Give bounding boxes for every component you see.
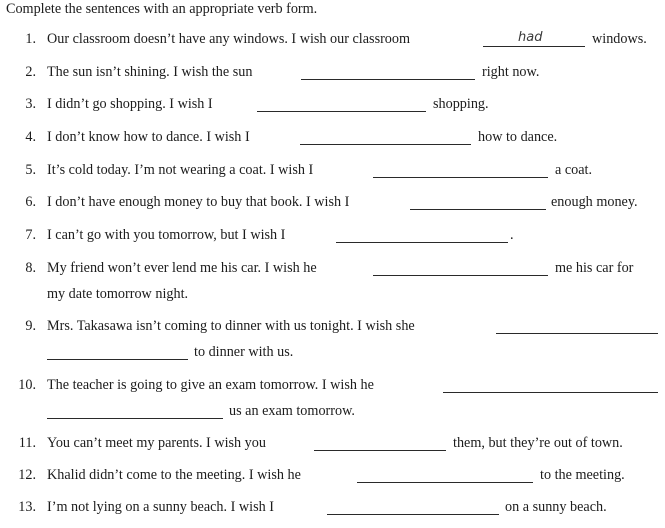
sentence-text: how to dance. bbox=[478, 129, 558, 145]
sentence-text: them, but they’re out of town. bbox=[453, 435, 623, 451]
answer-blank[interactable] bbox=[300, 144, 471, 145]
sentence-text: My friend won’t ever lend me his car. I wish he bbox=[47, 260, 317, 276]
answer-blank[interactable] bbox=[410, 209, 546, 210]
sentence-text: Khalid didn’t come to the meeting. I wish he bbox=[47, 467, 301, 483]
sentence-text: I’m not lying on a sunny beach. I wish I bbox=[47, 499, 274, 515]
item-number: 11. bbox=[18, 435, 36, 451]
sentence-text: I don’t have enough money to buy that book. I wish I bbox=[47, 194, 350, 210]
item-number: 7. bbox=[25, 227, 36, 243]
sentence-text: on a sunny beach. bbox=[505, 499, 607, 515]
answer-blank[interactable] bbox=[483, 46, 585, 47]
item-number: 2. bbox=[25, 64, 36, 80]
sentence-text: shopping. bbox=[433, 96, 489, 112]
answer-blank-continued[interactable] bbox=[47, 359, 188, 360]
item-number: 10. bbox=[18, 377, 36, 393]
sentence-text: The teacher is going to give an exam tomorrow. I wish he bbox=[47, 377, 374, 393]
answer-blank[interactable] bbox=[336, 242, 508, 243]
answer-blank[interactable] bbox=[496, 333, 658, 334]
sentence-text: a coat. bbox=[555, 162, 593, 178]
instructions: Complete the sentences with an appropriate verb form. bbox=[6, 1, 318, 17]
sentence-text-continued: us an exam tomorrow. bbox=[229, 403, 355, 419]
item-number: 4. bbox=[25, 129, 36, 145]
sentence-text: me his car for bbox=[555, 260, 634, 276]
handwritten-answer: had bbox=[518, 30, 543, 45]
sentence-text: . bbox=[510, 227, 514, 243]
answer-blank[interactable] bbox=[357, 482, 533, 483]
sentence-text-continued: my date tomorrow night. bbox=[47, 286, 189, 302]
sentence-text: I can’t go with you tomorrow, but I wish I bbox=[47, 227, 286, 243]
sentence-text-continued: to dinner with us. bbox=[194, 344, 294, 360]
answer-blank[interactable] bbox=[373, 275, 548, 276]
item-number: 6. bbox=[25, 194, 36, 210]
answer-blank[interactable] bbox=[327, 514, 499, 515]
item-number: 1. bbox=[25, 31, 36, 47]
item-number: 13. bbox=[18, 499, 36, 515]
sentence-text: I didn’t go shopping. I wish I bbox=[47, 96, 213, 112]
item-number: 3. bbox=[25, 96, 36, 112]
sentence-text: right now. bbox=[482, 64, 540, 80]
answer-blank-continued[interactable] bbox=[47, 418, 223, 419]
answer-blank[interactable] bbox=[314, 450, 446, 451]
sentence-text: It’s cold today. I’m not wearing a coat. I wish I bbox=[47, 162, 314, 178]
item-number: 12. bbox=[18, 467, 36, 483]
answer-blank[interactable] bbox=[301, 79, 475, 80]
sentence-text: I don’t know how to dance. I wish I bbox=[47, 129, 250, 145]
sentence-text: windows. bbox=[592, 31, 647, 47]
sentence-text: enough money. bbox=[551, 194, 638, 210]
item-number: 9. bbox=[25, 318, 36, 334]
answer-blank[interactable] bbox=[373, 177, 548, 178]
sentence-text: You can’t meet my parents. I wish you bbox=[47, 435, 266, 451]
answer-blank[interactable] bbox=[257, 111, 426, 112]
sentence-text: Our classroom doesn’t have any windows. I wish our classroom bbox=[47, 31, 411, 47]
sentence-text: to the meeting. bbox=[540, 467, 625, 483]
sentence-text: Mrs. Takasawa isn’t coming to dinner with us tonight. I wish she bbox=[47, 318, 415, 334]
item-number: 8. bbox=[25, 260, 36, 276]
item-number: 5. bbox=[25, 162, 36, 178]
sentence-text: The sun isn’t shining. I wish the sun bbox=[47, 64, 253, 80]
answer-blank[interactable] bbox=[443, 392, 658, 393]
